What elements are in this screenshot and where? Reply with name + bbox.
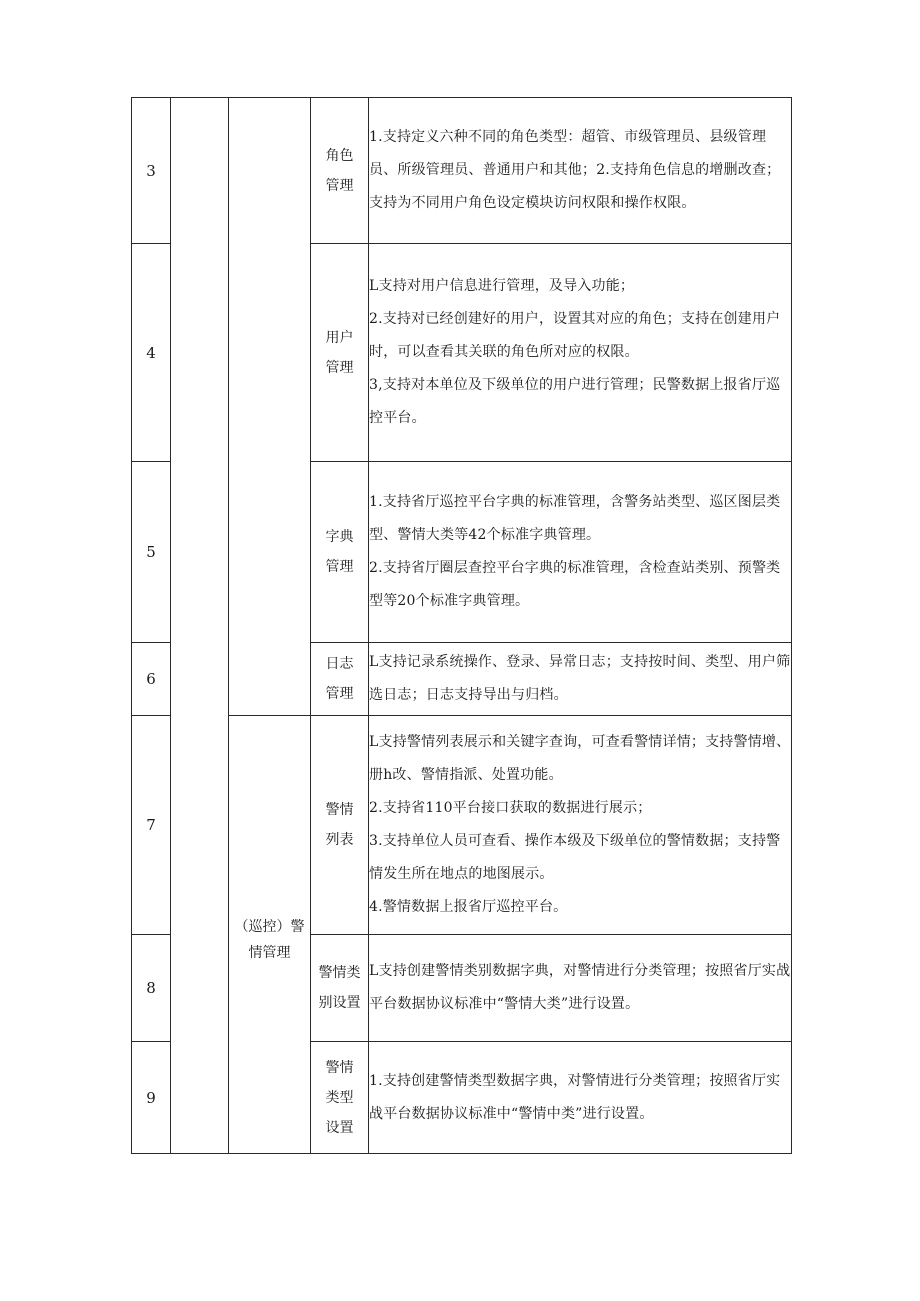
row-number: 8 xyxy=(132,935,171,1042)
function-name: 警情类 别设置 xyxy=(311,935,369,1042)
function-description: 1.支持创建警情类型数据字典，对警情进行分类管理；按照省厅实战平台数据协议标准中“警情中类”进行设置。 xyxy=(369,1042,792,1154)
row-number: 5 xyxy=(132,462,171,643)
function-name: 角色 管理 xyxy=(311,98,369,244)
function-name: 警情 列表 xyxy=(311,716,369,935)
function-name: 用户 管理 xyxy=(311,244,369,462)
function-description: 1.支持定义六种不同的角色类型：超管、市级管理员、县级管理员、所级管理员、普通用户和其他；2.支持角色信息的增删改查；支持为不同用户角色设定模块访问权限和操作权限。 xyxy=(369,98,792,244)
row-number: 3 xyxy=(132,98,171,244)
module-cell xyxy=(229,98,311,716)
row-number: 4 xyxy=(132,244,171,462)
module-alarm-management: （巡控）警情管理 xyxy=(229,716,311,1154)
table-row xyxy=(132,98,792,244)
function-description: L支持创建警情类别数据字典，对警情进行分类管理；按照省厅实战平台数据协议标准中“警情大类”进行设置。 xyxy=(369,935,792,1042)
function-name: 日志 管理 xyxy=(311,643,369,716)
function-description: L支持对用户信息进行管理，及导入功能； 2.支持对已经创建好的用户，设置其对应的角色；支持在创建用户时，可以查看其关联的角色所对应的权限。 3,支持对本单位及下级单位的用户进行管理；民警数据上报省厅巡控平台。 xyxy=(369,244,792,462)
row-number: 9 xyxy=(132,1042,171,1154)
requirements-table xyxy=(131,97,792,1154)
table-row xyxy=(132,716,792,935)
function-description: L支持记录系统操作、登录、异常日志；支持按时间、类型、用户筛选日志；日志支持导出与归档。 xyxy=(369,643,792,716)
function-name: 字典 管理 xyxy=(311,462,369,643)
category-cell xyxy=(171,98,229,1154)
row-number: 7 xyxy=(132,716,171,935)
function-description: L支持警情列表展示和关键字查询，可查看警情详情；支持警情增、册h改、警情指派、处置功能。 2.支持省110平台接口获取的数据进行展示； 3.支持单位人员可查看、操作本级及下级单位的警情数据；支持警情发生所在地点的地图展示。 4.警情数据上报省厅巡控平台。 xyxy=(369,716,792,935)
function-description: 1.支持省厅巡控平台字典的标准管理，含警务站类型、巡区图层类型、警情大类等42个标准字典管理。 2.支持省厅圈层查控平台字典的标准管理，含检查站类别、预警类型等20个标准字典管理。 xyxy=(369,462,792,643)
function-name: 警情 类型 设置 xyxy=(311,1042,369,1154)
row-number: 6 xyxy=(132,643,171,716)
